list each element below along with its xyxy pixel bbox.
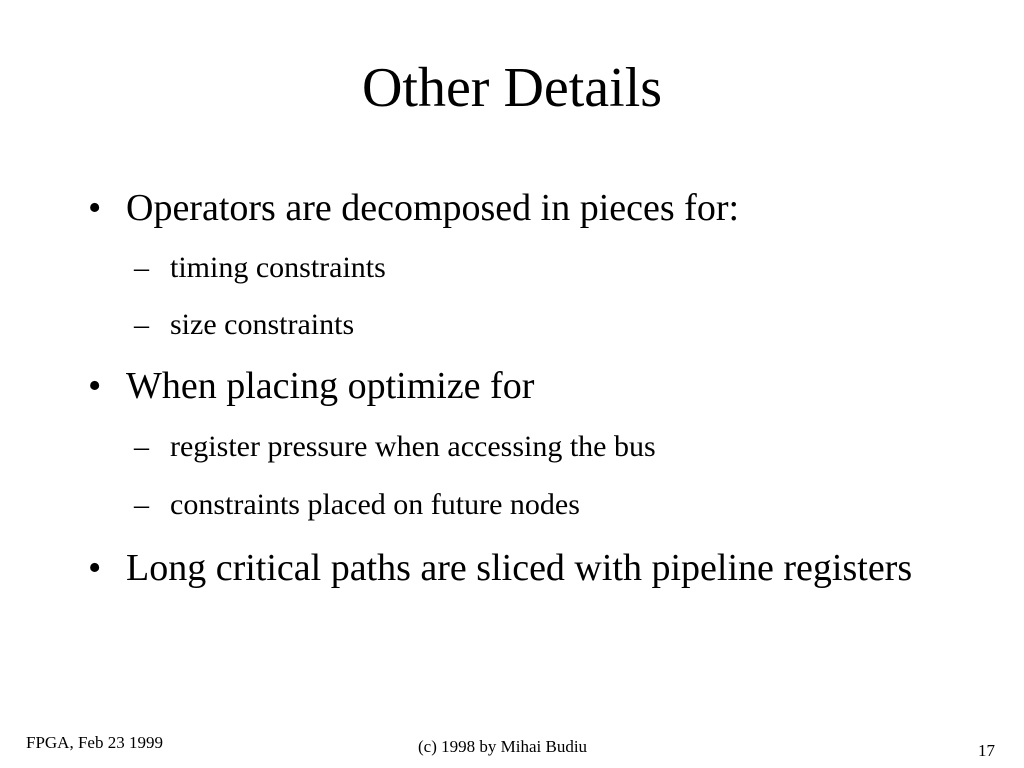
sub-marker: – [134,251,149,284]
bullet-marker: • [88,365,102,407]
footer-copyright: (c) 1998 by Mihai Budiu [418,737,588,756]
bullet-marker: • [88,187,102,229]
bullet-text: Operators are decomposed in pieces for: [126,187,740,229]
sub-marker: – [134,308,149,341]
sub-text: constraints placed on future nodes [170,488,580,521]
page-number: 17 [978,741,995,760]
bullet-marker: • [88,547,102,589]
bullet-text: When placing optimize for [126,365,535,407]
sub-text: size constraints [170,308,355,341]
sub-marker: – [134,430,149,463]
footer-left-text: FPGA, Feb 23 1999 [26,733,163,752]
sub-text: timing constraints [170,251,386,284]
sub-text: register pressure when accessing the bus [170,430,656,463]
bullet-text: Long critical paths are sliced with pipeline registers [126,547,913,589]
sub-marker: – [134,488,149,521]
slide-title: Other Details [361,57,663,119]
